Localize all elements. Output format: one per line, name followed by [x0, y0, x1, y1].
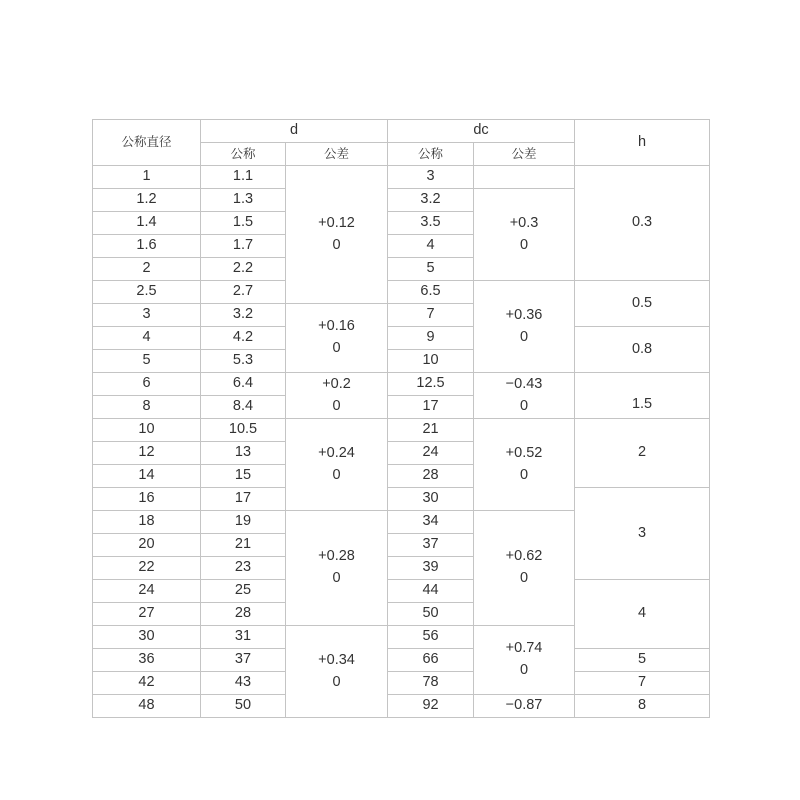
d-nominal-cell: 4.2: [201, 327, 286, 350]
table-row: [93, 281, 710, 304]
dc-nominal-cell: 4: [388, 235, 474, 258]
dc-nominal-cell: 44: [388, 580, 474, 603]
dc-nominal-cell: 7: [388, 304, 474, 327]
d-nominal-cell: 50: [201, 695, 286, 718]
dc-nominal-cell: 3.5: [388, 212, 474, 235]
d-tolerance-cell: +0.12 0: [286, 166, 388, 304]
nominal-diameter-cell: 12: [93, 442, 201, 465]
dc-nominal-cell: 10: [388, 350, 474, 373]
d-nominal-cell: 1.7: [201, 235, 286, 258]
table-row: [93, 327, 710, 350]
d-nominal-cell: 1.5: [201, 212, 286, 235]
dc-tolerance-cell: [474, 166, 575, 189]
d-nominal-cell: 23: [201, 557, 286, 580]
nominal-diameter-cell: 36: [93, 649, 201, 672]
dc-nominal-cell: 3: [388, 166, 474, 189]
h-cell: 3: [575, 488, 710, 580]
d-nominal-cell: 17: [201, 488, 286, 511]
h-cell: 1.5: [575, 373, 710, 419]
d-nominal-cell: 1.3: [201, 189, 286, 212]
dc-nominal-cell: 24: [388, 442, 474, 465]
d-nominal-cell: 25: [201, 580, 286, 603]
dc-tolerance-cell: +0.62 0: [474, 511, 575, 626]
dc-nominal-cell: 12.5: [388, 373, 474, 396]
nominal-diameter-cell: 10: [93, 419, 201, 442]
nominal-diameter-cell: 14: [93, 465, 201, 488]
d-nominal-cell: 1.1: [201, 166, 286, 189]
nominal-diameter-cell: 30: [93, 626, 201, 649]
nominal-diameter-cell: 2: [93, 258, 201, 281]
table-row: [93, 695, 710, 718]
table-row: [93, 166, 710, 189]
nominal-diameter-cell: 20: [93, 534, 201, 557]
dc-nominal-cell: 34: [388, 511, 474, 534]
nominal-diameter-cell: 5: [93, 350, 201, 373]
header-d: d: [201, 120, 388, 143]
dc-nominal-cell: 78: [388, 672, 474, 695]
dc-tolerance-cell: +0.3 0: [474, 189, 575, 281]
d-nominal-cell: 6.4: [201, 373, 286, 396]
header-dc: dc: [388, 120, 575, 143]
nominal-diameter-cell: 48: [93, 695, 201, 718]
nominal-diameter-cell: 8: [93, 396, 201, 419]
dc-nominal-cell: 37: [388, 534, 474, 557]
nominal-diameter-cell: 42: [93, 672, 201, 695]
dc-nominal-cell: 17: [388, 396, 474, 419]
d-nominal-cell: 8.4: [201, 396, 286, 419]
d-tolerance-cell: +0.34 0: [286, 626, 388, 718]
table-row: [93, 419, 710, 442]
dc-nominal-cell: 56: [388, 626, 474, 649]
h-cell: 0.3: [575, 166, 710, 281]
nominal-diameter-cell: 22: [93, 557, 201, 580]
dc-nominal-cell: 30: [388, 488, 474, 511]
header-nominal-diameter: 公称直径: [93, 120, 201, 166]
dc-nominal-cell: 66: [388, 649, 474, 672]
h-cell: 2: [575, 419, 710, 488]
d-nominal-cell: 2.7: [201, 281, 286, 304]
d-nominal-cell: 5.3: [201, 350, 286, 373]
table-row: [93, 373, 710, 396]
table-row: [93, 649, 710, 672]
header-d-tolerance: 公差: [286, 143, 388, 166]
nominal-diameter-cell: 3: [93, 304, 201, 327]
nominal-diameter-cell: 27: [93, 603, 201, 626]
dc-nominal-cell: 92: [388, 695, 474, 718]
h-cell: 0.8: [575, 327, 710, 373]
header-dc-nominal: 公称: [388, 143, 474, 166]
nominal-diameter-cell: 2.5: [93, 281, 201, 304]
dc-tolerance-cell: −0.87: [474, 695, 575, 718]
dc-nominal-cell: 9: [388, 327, 474, 350]
dc-nominal-cell: 39: [388, 557, 474, 580]
nominal-diameter-cell: 24: [93, 580, 201, 603]
dc-tolerance-cell: −0.43 0: [474, 373, 575, 419]
nominal-diameter-cell: 1.2: [93, 189, 201, 212]
d-nominal-cell: 21: [201, 534, 286, 557]
h-cell: 0.5: [575, 281, 710, 327]
d-tolerance-cell: +0.2 0: [286, 373, 388, 419]
nominal-diameter-cell: 18: [93, 511, 201, 534]
table-row: [93, 672, 710, 695]
d-tolerance-cell: +0.28 0: [286, 511, 388, 626]
header-d-nominal: 公称: [201, 143, 286, 166]
dc-tolerance-cell: +0.36 0: [474, 281, 575, 373]
washer-dimension-table: [92, 119, 710, 718]
header-dc-tolerance: 公差: [474, 143, 575, 166]
nominal-diameter-cell: 1.4: [93, 212, 201, 235]
dc-tolerance-cell: +0.74 0: [474, 626, 575, 695]
dc-nominal-cell: 5: [388, 258, 474, 281]
nominal-diameter-cell: 16: [93, 488, 201, 511]
dc-nominal-cell: 3.2: [388, 189, 474, 212]
d-nominal-cell: 15: [201, 465, 286, 488]
nominal-diameter-cell: 1.6: [93, 235, 201, 258]
d-tolerance-cell: +0.16 0: [286, 304, 388, 373]
h-cell: 7: [575, 672, 710, 695]
d-nominal-cell: 10.5: [201, 419, 286, 442]
h-cell: 5: [575, 649, 710, 672]
table-row: [93, 488, 710, 511]
dc-nominal-cell: 6.5: [388, 281, 474, 304]
d-nominal-cell: 28: [201, 603, 286, 626]
nominal-diameter-cell: 6: [93, 373, 201, 396]
d-nominal-cell: 37: [201, 649, 286, 672]
d-nominal-cell: 3.2: [201, 304, 286, 327]
table-row: [93, 580, 710, 603]
d-nominal-cell: 43: [201, 672, 286, 695]
dc-nominal-cell: 50: [388, 603, 474, 626]
dc-nominal-cell: 21: [388, 419, 474, 442]
dc-nominal-cell: 28: [388, 465, 474, 488]
d-tolerance-cell: +0.24 0: [286, 419, 388, 511]
d-nominal-cell: 31: [201, 626, 286, 649]
h-cell: 8: [575, 695, 710, 718]
header-h: h: [575, 120, 710, 166]
h-cell: 4: [575, 580, 710, 649]
nominal-diameter-cell: 4: [93, 327, 201, 350]
dc-tolerance-cell: +0.52 0: [474, 419, 575, 511]
nominal-diameter-cell: 1: [93, 166, 201, 189]
d-nominal-cell: 19: [201, 511, 286, 534]
d-nominal-cell: 2.2: [201, 258, 286, 281]
d-nominal-cell: 13: [201, 442, 286, 465]
